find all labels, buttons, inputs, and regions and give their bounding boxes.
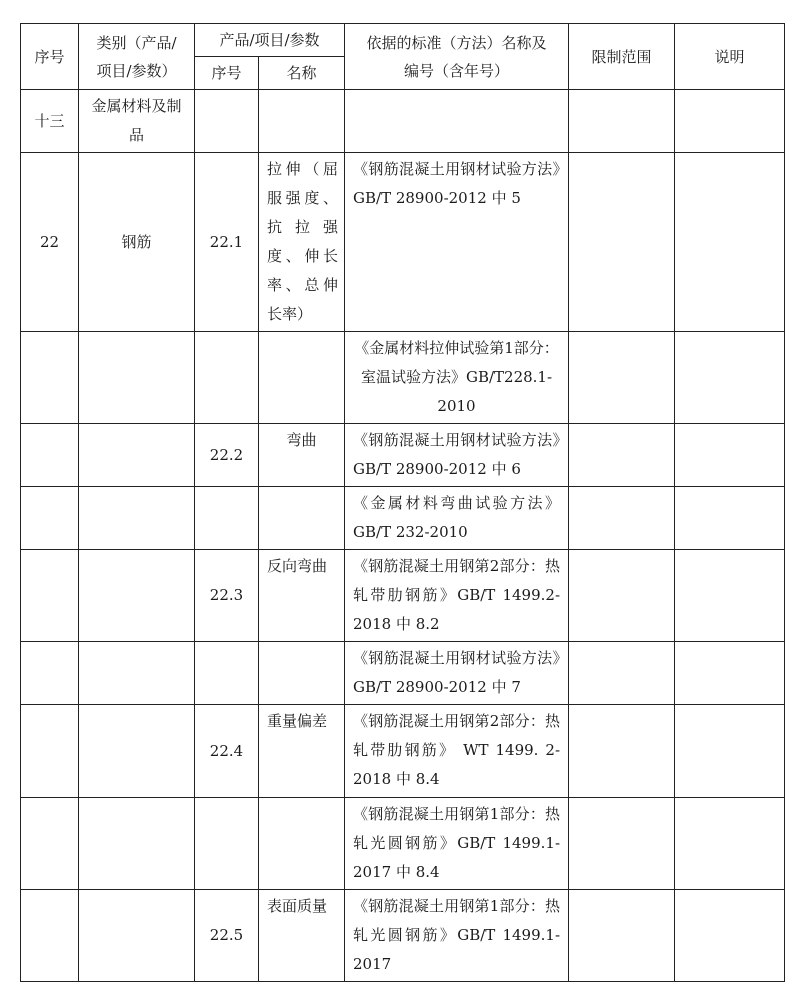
row-standard: 《钢筋混凝土用钢第1部分：热轧光圆钢筋》GB/T 1499.1-2017 中 8.4 [345,798,569,890]
section-seq: 十三 [21,90,79,153]
table-row [21,424,785,487]
row-sub-seq: 22.3 [195,550,259,642]
row-sub-seq: 22.2 [195,424,259,487]
table-row [21,798,785,890]
table-row [21,550,785,642]
row-name [259,332,345,424]
row-sub-seq: 22.4 [195,705,259,798]
section-category: 金属材料及制品 [79,90,195,153]
row-sub-seq [195,798,259,890]
section-row [21,90,785,153]
header-sub-seq: 序号 [195,57,259,90]
row-sub-seq [195,642,259,705]
table-row [21,890,785,982]
row-sub-seq: 22.1 [195,153,259,332]
row-standard: 《钢筋混凝土用钢第2部分：热轧带肋钢筋》GB/T 1499.2-2018 中 8.2 [345,550,569,642]
row-sub-seq: 22.5 [195,890,259,982]
row-name: 重量偏差 [259,705,345,798]
row-name: 弯曲 [259,424,345,487]
row-name [259,642,345,705]
header-name: 名称 [259,57,345,90]
row-standard: 《钢筋混凝土用钢第2部分：热轧带肋钢筋》 WT 1499. 2-2018 中 8.4 [345,705,569,798]
table-row [21,332,785,424]
row-standard: 《钢筋混凝土用钢材试验方法》GB/T 28900-2012 中 6 [345,424,569,487]
header-limit: 限制范围 [569,24,675,90]
row-name: 表面质量 [259,890,345,982]
row-standard: 《金属材料拉伸试验第1部分：室温试验方法》GB/T228.1-2010 [345,332,569,424]
item-seq: 22 [21,153,79,332]
row-standard: 《钢筋混凝土用钢材试验方法》GB/T 28900-2012 中 7 [345,642,569,705]
header-standard: 依据的标准（方法）名称及编号（含年号） [345,24,569,90]
header-note: 说明 [675,24,785,90]
row-sub-seq [195,332,259,424]
row-name [259,798,345,890]
row-standard: 《金属材料弯曲试验方法》GB/T 232-2010 [345,487,569,550]
row-name: 反向弯曲 [259,550,345,642]
header-product-group: 产品/项目/参数 [195,24,345,57]
row-standard: 《钢筋混凝土用钢材试验方法》GB/T 28900-2012 中 5 [345,153,569,332]
header-category: 类别（产品/项目/参数） [79,24,195,90]
row-sub-seq [195,487,259,550]
header-seq: 序号 [21,24,79,90]
row-name [259,487,345,550]
header-row [21,24,785,57]
table-row [21,705,785,798]
item-category: 钢筋 [79,153,195,332]
table-row [21,153,785,332]
row-name: 拉伸（屈服强度、抗拉强度、伸长率、总伸长率） [259,153,345,332]
table-row [21,487,785,550]
table-row [21,642,785,705]
standards-table [20,23,785,982]
row-standard: 《钢筋混凝土用钢第1部分：热轧光圆钢筋》GB/T 1499.1-2017 [345,890,569,982]
